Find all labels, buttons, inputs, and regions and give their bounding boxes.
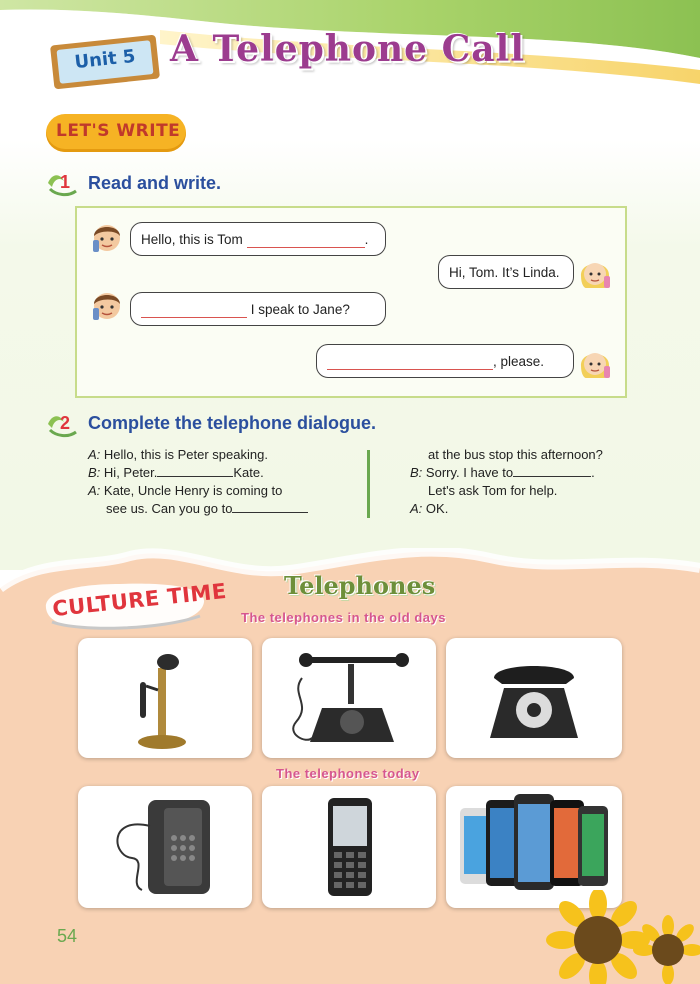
dialogue-text: at the bus stop this afternoon? (428, 447, 603, 462)
mobile-phone-icon (262, 786, 436, 908)
desk-phone-photo (78, 786, 252, 908)
exercise-2-number: 2 (60, 413, 71, 433)
speaker-label: B: (410, 465, 423, 480)
dialogue-text: see us. Can you go to (106, 501, 233, 516)
dialogue-text: . (591, 465, 595, 480)
speaker-label: A: (88, 447, 101, 462)
bubble-text: Hello, this is Tom (141, 232, 243, 247)
old-days-label: The telephones in the old days (241, 610, 446, 625)
exercise-1-number: 1 (60, 172, 71, 192)
mobile-phone-photo (262, 786, 436, 908)
page-title: A Telephone Call (170, 28, 525, 70)
dialogue-line (88, 446, 268, 464)
answer-blank[interactable] (247, 233, 365, 248)
exercise-1-title: Read and write. (88, 173, 222, 193)
speaker-label: A: (88, 483, 101, 498)
sunflower-decoration-icon (540, 890, 700, 984)
dialogue-text: Hello, this is Peter speaking. (103, 447, 268, 462)
desk-phone-icon (78, 786, 252, 908)
rotary-phone-icon (446, 638, 622, 758)
dialogue-text: Hi, Peter. (103, 465, 158, 480)
girl-avatar-icon (578, 254, 612, 292)
speech-bubble-linda-1 (438, 255, 574, 289)
answer-blank[interactable] (141, 303, 247, 318)
dialogue-line (428, 446, 603, 464)
candlestick-phone-photo (78, 638, 252, 758)
bubble-text: I speak to Jane? (250, 302, 350, 317)
speech-bubble-linda-2 (316, 344, 574, 378)
dialogue-line (410, 500, 448, 518)
antique-desk-phone-icon (262, 638, 436, 758)
boy-avatar-icon (90, 220, 124, 258)
page-number: 54 (57, 926, 78, 946)
antique-desk-phone-photo (262, 638, 436, 758)
answer-blank[interactable] (327, 355, 493, 370)
boy-avatar-icon (90, 288, 124, 326)
dialogue-text: Let's ask Tom for help. (428, 483, 558, 498)
speech-bubble-tom-2 (130, 292, 386, 326)
today-label: The telephones today (276, 766, 420, 781)
dialogue-text: OK. (425, 501, 449, 516)
bubble-text: Hi, Tom. It’s Linda. (449, 265, 560, 280)
rotary-phone-photo (446, 638, 622, 758)
dialogue-text: Kate. (233, 465, 264, 480)
answer-blank[interactable] (232, 500, 308, 513)
candlestick-phone-icon (78, 638, 252, 758)
dialogue-line (428, 482, 557, 500)
dialogue-text: Kate, Uncle Henry is coming to (103, 483, 283, 498)
girl-avatar-icon (578, 344, 612, 382)
answer-blank[interactable] (157, 464, 233, 477)
dialogue-divider (367, 450, 370, 518)
dialogue-line (410, 464, 595, 482)
speaker-label: A: (410, 501, 423, 516)
answer-blank[interactable] (513, 464, 591, 477)
bubble-text: , please. (493, 354, 545, 369)
speech-bubble-tom-1 (130, 222, 386, 256)
dialogue-line (106, 500, 308, 518)
telephones-heading: Telephones (284, 571, 436, 600)
unit-label: Unit 5 (73, 45, 137, 74)
speaker-label: B: (88, 465, 101, 480)
culture-time-label: CULTURE TIME (51, 578, 228, 622)
bubble-text: . (364, 232, 369, 247)
dialogue-text: Sorry. I have to (425, 465, 514, 480)
exercise-2-title: Complete the telephone dialogue. (88, 413, 377, 433)
dialogue-line (88, 464, 264, 482)
lets-write-label: LET'S WRITE (56, 121, 181, 141)
dialogue-line (88, 482, 282, 500)
